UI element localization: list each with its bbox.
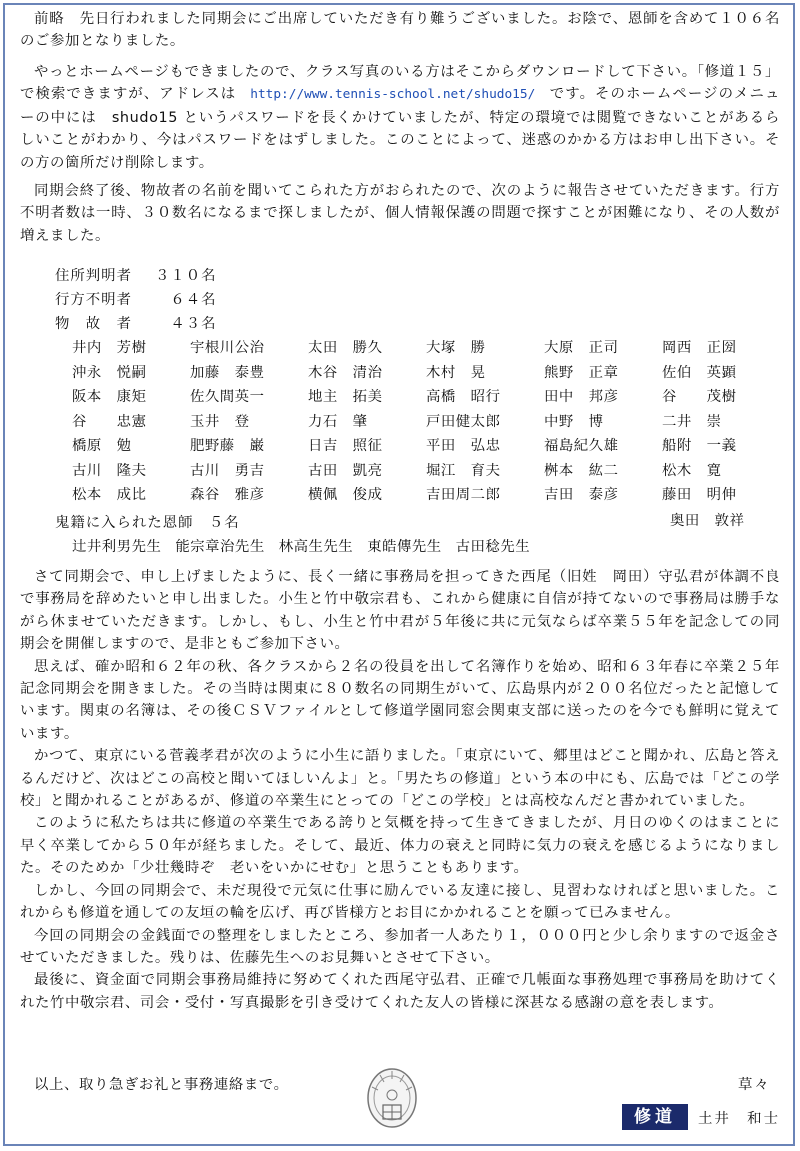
summary-label: 物 故 者: [55, 316, 132, 332]
teacher-name: 林高生先生: [278, 539, 354, 555]
deceased-name: 平田 弘忠: [426, 438, 501, 454]
summary-deceased: [55, 312, 217, 333]
signer-name: 土井 和士: [698, 1111, 780, 1127]
closing-line: 以上、取り急ぎお礼と事務連絡まで。: [34, 1077, 289, 1093]
deceased-name: 松本 成比: [72, 487, 147, 503]
deceased-name: 大原 正司: [544, 340, 619, 356]
deceased-name: 二井 崇: [662, 413, 722, 430]
report-paragraph: [20, 180, 780, 247]
deceased-name-row: [72, 336, 792, 361]
deceased-name: 木谷 清治: [308, 364, 383, 381]
deceased-name-row: [72, 459, 792, 484]
deceased-name: 田中 邦彦: [544, 389, 619, 405]
deceased-name: 谷 茂樹: [662, 389, 737, 405]
deceased-name-row: [72, 361, 792, 386]
teachers-list: [72, 535, 544, 556]
homepage-text-b: です。そのホームページのメニューの中には shudo15 というパスワードを長くかけていましたが、特定の環境では閲覧できないことがあるらしいことがわかり、今はパスワードをはずしました。このことによって、迷惑のかかる方はお申し出下さい。その方の箇所だけ削除します。: [20, 86, 780, 171]
deceased-name: 佐久間英一: [190, 389, 265, 405]
deceased-name: 大塚 勝: [426, 340, 486, 356]
deceased-name: 力石 肇: [308, 413, 368, 430]
deceased-name: 高橋 昭行: [426, 389, 501, 405]
deceased-name: 沖永 悦嗣: [72, 364, 147, 381]
intro-paragraph: [20, 8, 780, 53]
deceased-name: 加藤 泰豊: [190, 364, 265, 381]
summary-label: 住所判明者: [55, 268, 132, 284]
deceased-name: 太田 勝久: [308, 340, 383, 356]
deceased-name: 森谷 雅彦: [190, 487, 265, 503]
deceased-name-last: 奥田 敦祥: [670, 513, 745, 529]
deceased-name-row: [72, 385, 792, 410]
deceased-name: 松木 寛: [662, 462, 722, 479]
summary-missing: [55, 288, 217, 309]
deceased-name-list: [72, 336, 792, 508]
deceased-name: 岡西 正圀: [662, 340, 737, 356]
deceased-name: 阪本 康矩: [72, 389, 147, 405]
deceased-name: 戸田健太郎: [426, 413, 501, 430]
deceased-name-row: [72, 410, 792, 435]
body-paragraph: さて同期会で、申し上げましたように、長く一緒に事務局を担ってきた西尾（旧姓 岡田）守弘君が体調不良で事務局を辞めたいと申し出ました。小生と竹中敬宗君も、これから健康に自信が持てないので事務局は勝手ながら休ませていただきます。しかし、もし、小生と竹中君が５年後に共に元気ならば卒業５５年を記念しての同期会を開催しますので、是非ともご参加下さい。: [20, 569, 780, 653]
deceased-name: 日吉 照征: [308, 438, 383, 454]
deceased-name-row: [72, 483, 792, 508]
deceased-name: 井内 芳樹: [72, 340, 147, 356]
school-crest-icon: [366, 1067, 418, 1129]
deceased-name: 玉井 登: [190, 413, 250, 430]
deceased-name: 古田 凱亮: [308, 462, 383, 479]
deceased-name: 中野 博: [544, 413, 604, 430]
body-paragraph: このように私たちは共に修道の卒業生である誇りと気概を持って生きてきましたが、月日のゆくのはまことに早く卒業してから５０年が経ちました。そして、最近、体力の衰えと同時に気力の衰えを感じるようになりました。そのためか「少壮幾時ぞ 老いをいかにせむ」と思うこともあります。: [20, 815, 780, 877]
letter-body: [20, 566, 780, 1014]
summary-known: [55, 264, 217, 285]
homepage-text-a: やっとホームページもできましたので、クラス写真のいる方はそこからダウンロードして下さい。「修道１５」で検索できますが、アドレスは: [20, 64, 780, 103]
deceased-name: 古川 隆夫: [72, 462, 147, 479]
summary-value: ４３名: [155, 316, 217, 332]
report-text: 同期会終了後、物故者の名前を聞いてこられた方がおられたので、次のように報告させていただきます。行方不明者数は一時、３０数名になるまで探しましたが、個人情報保護の問題で探すことが困難になり、その人数が増えました。: [20, 183, 780, 244]
deceased-name: 吉田 泰彦: [544, 487, 619, 503]
deceased-name: 吉田周二郎: [426, 487, 501, 503]
body-paragraph: 最後に、資金面で同期会事務局維持に努めてくれた西尾守弘君、正確で几帳面な事務処理で事務局を助けてくれた竹中敬宗君、司会・受付・写真撮影を引き受けてくれた友人の皆様に深甚なる感謝の意を表します。: [20, 972, 780, 1011]
summary-value: ３１０名: [155, 268, 217, 284]
teacher-name: 東皓傳先生: [367, 539, 442, 555]
deceased-name: 横佩 俊成: [308, 487, 383, 503]
sosou-signoff: 草々: [738, 1077, 771, 1093]
deceased-name: 堀江 育夫: [426, 462, 501, 479]
deceased-name: 橋原 勉: [72, 438, 132, 454]
deceased-name: 肥野藤 巌: [190, 438, 265, 454]
teacher-name: 能宗章治先生: [175, 539, 265, 555]
deceased-name: 木村 晃: [426, 364, 486, 381]
deceased-name: 地主 拓美: [308, 389, 383, 405]
body-paragraph: しかし、今回の同期会で、未だ現役で元気に仕事に励んでいる友達に接し、見習わなければと思いました。これからも修道を通しての友垣の輪を広げ、再び皆様方とお目にかかれることを願って已みません。: [20, 882, 780, 922]
intro-text: 前略 先日行われました同期会にご出席していただき有り難うございました。お陰で、恩師を含めて１０６名のご参加となりました。: [20, 11, 780, 50]
body-paragraph: かつて、東京にいる菅義孝君が次のように小生に語りました。「東京にいて、郷里はどこと聞かれ、広島と答えるんだけど、次はどこの高校と聞いてほしいんよ」と。「男たちの修道」という本の中にも、広島では「どこの学校」と聞かれることがあるが、修道の卒業生にとっての「どこの学校」とは高校なんだと書かれていました。: [20, 748, 780, 810]
deceased-name: 古川 勇吉: [190, 462, 265, 479]
deceased-name: 桝本 紘二: [544, 462, 619, 479]
body-paragraph: 思えば、確か昭和６２年の秋、各クラスから２名の役員を出して名簿作りを始め、昭和６３年春に卒業２５年記念同期会を開きました。その当時は関東に８０数名の同期生がいて、広島県内が２００名位だったと記憶しています。関東の名簿は、その後ＣＳＶファイルとして修道学園同窓会関東支部に送ったのを今でも鮮明に覚えています。: [20, 658, 780, 742]
deceased-name: 福島紀久雄: [544, 438, 619, 454]
deceased-name: 宇根川公治: [190, 340, 265, 356]
deceased-name: 谷 忠憲: [72, 413, 147, 430]
deceased-name: 藤田 明伸: [662, 487, 737, 503]
teacher-name: 辻井利男先生: [72, 539, 162, 555]
deceased-name-row: [72, 434, 792, 459]
deceased-name: 佐伯 英顕: [662, 364, 737, 381]
teachers-heading: 鬼籍に入られた恩師 ５名: [55, 515, 240, 531]
body-paragraph: 今回の同期会の金銭面での整理をしましたところ、参加者一人あたり１，０００円と少し余りますので返金させていただきました。残りは、佐藤先生へのお見舞いとさせて下さい。: [20, 927, 780, 966]
summary-label: 行方不明者: [55, 292, 132, 308]
teacher-name: 古田稔先生: [455, 539, 531, 555]
deceased-name: 船附 一義: [662, 438, 737, 454]
homepage-url-link[interactable]: http://www.tennis-school.net/shudo15/: [250, 87, 536, 103]
shudo-badge: 修道: [622, 1104, 688, 1130]
deceased-name: 熊野 正章: [544, 364, 619, 381]
homepage-paragraph: [20, 61, 780, 174]
summary-value: ６４名: [155, 292, 217, 308]
